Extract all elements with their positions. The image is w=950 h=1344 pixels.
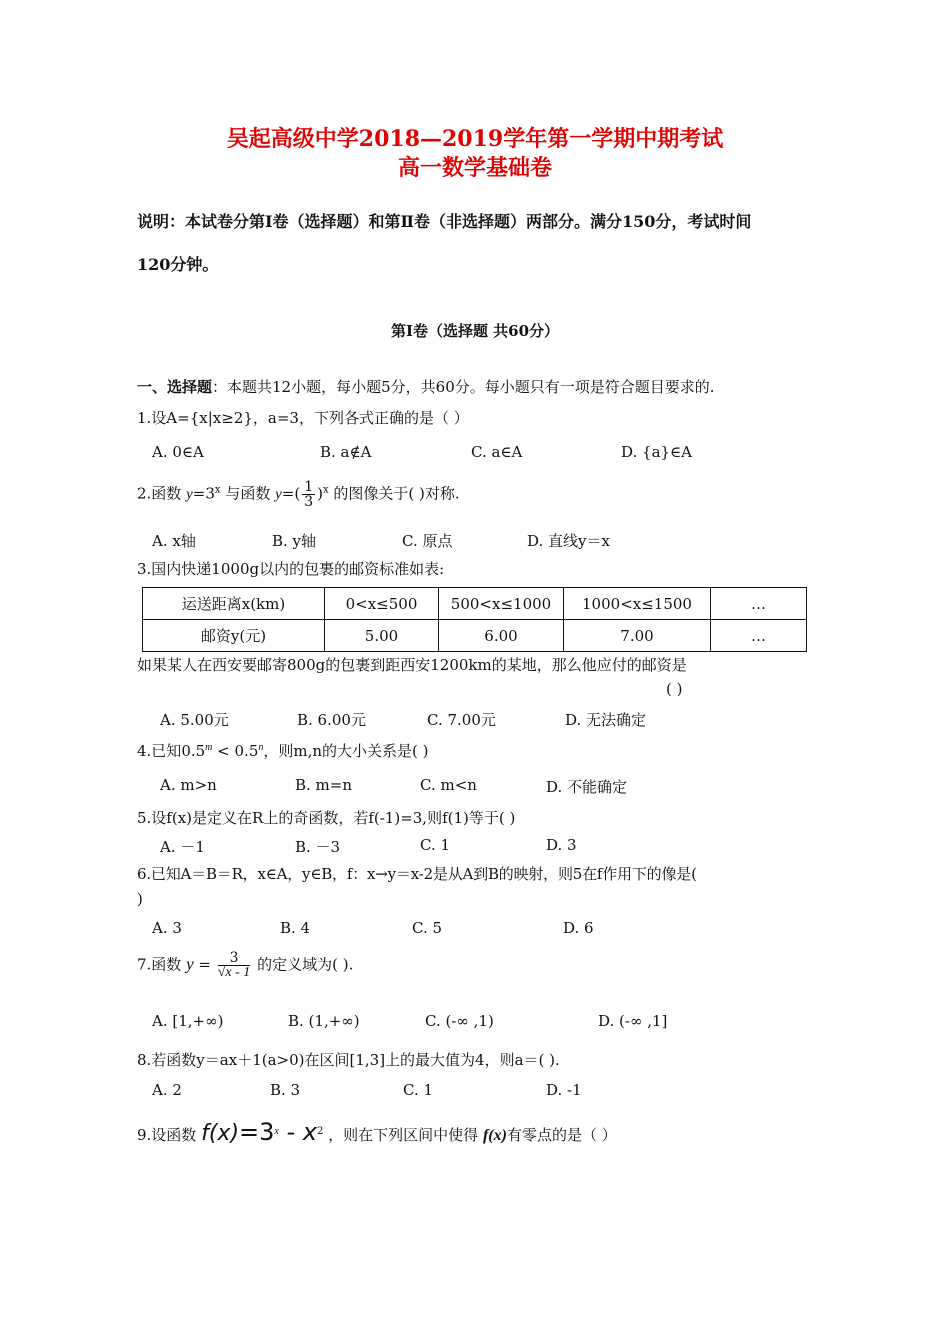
q4-option-c: C. m<n xyxy=(420,776,477,794)
table-cell: 7.00 xyxy=(564,620,711,652)
q5-option-c: C. 1 xyxy=(420,836,451,854)
q1-option-c: C. a∈A xyxy=(471,443,523,461)
q6-option-c: C. 5 xyxy=(412,919,443,937)
q3-option-a: A. 5.00元 xyxy=(160,711,229,729)
table-row xyxy=(143,588,807,620)
q7-frac-den: √x - 1 xyxy=(217,965,251,980)
q8-stem: 8.若函数y＝ax＋1(a>0)在区间[1,3]上的最大值为4，则a＝( ). xyxy=(137,1051,560,1069)
q7-y: y xyxy=(186,954,194,974)
q2-y2: y xyxy=(275,486,282,503)
q5-option-a: A. －1 xyxy=(160,838,205,856)
q4-prefix: 4.已知 xyxy=(137,742,182,760)
q7-option-d: D. (-∞ ,1] xyxy=(598,1012,668,1030)
q9-prefix: 9.设函数 xyxy=(137,1126,197,1144)
table-cell: 6.00 xyxy=(439,620,564,652)
exam-title: 吴起高级中学2018—2019学年第一学期中期考试 xyxy=(226,126,724,152)
q2-mid: 与函数 xyxy=(225,484,271,503)
q1-option-a: A. 0∈A xyxy=(152,443,204,461)
q9-exp1: x xyxy=(274,1126,279,1137)
q2-eq2: =( xyxy=(281,484,301,503)
q8-option-d: D. -1 xyxy=(546,1081,582,1099)
q6-line2: ) xyxy=(137,890,143,908)
q2-exp2: x xyxy=(322,484,329,496)
q2-suffix: 的图像关于( )对称. xyxy=(333,484,460,503)
table-cell: 邮资y(元) xyxy=(143,620,325,652)
section-label: 一、选择题 xyxy=(137,378,213,396)
table-cell: 5.00 xyxy=(325,620,439,652)
section-desc: ：本题共12小题，每小题5分，共60分。每小题只有一项是符合题目要求的. xyxy=(212,378,715,396)
q7-stem xyxy=(137,951,353,980)
table-cell: 1000<x≤1500 xyxy=(564,588,711,620)
q2-eq1: =3 xyxy=(192,484,215,503)
postage-table xyxy=(142,587,807,652)
q9-suffix: 有零点的是（ ） xyxy=(506,1126,617,1144)
q4-base2: 0.5 xyxy=(234,742,259,760)
q4-option-d: D. 不能确定 xyxy=(546,778,628,796)
q2-close: ) xyxy=(317,484,323,503)
q4-exp2: n xyxy=(258,742,264,753)
q3-option-d: D. 无法确定 xyxy=(565,711,647,729)
q7-frac-num: 3 xyxy=(218,951,251,966)
q8-option-c: C. 1 xyxy=(403,1081,434,1099)
q8-option-a: A. 2 xyxy=(152,1081,182,1099)
table-cell: … xyxy=(711,620,807,652)
q2-option-c: C. 原点 xyxy=(402,532,453,550)
q2-frac-den: 3 xyxy=(304,494,314,510)
q2-frac-num: 1 xyxy=(304,479,314,495)
q9-mid: ，则在下列区间中使得 xyxy=(328,1126,479,1144)
q7-prefix: 7.函数 xyxy=(137,955,182,974)
q7-eq: = xyxy=(193,955,216,974)
q1-option-b: B. a∉A xyxy=(320,443,372,461)
q3-paren: ( ) xyxy=(666,680,683,698)
q2-exp1: x xyxy=(214,484,221,496)
q9-f: f(x) xyxy=(201,1121,240,1146)
q2-stem xyxy=(137,480,460,509)
q2-option-b: B. y轴 xyxy=(272,532,317,550)
exam-subtitle: 高一数学基础卷 xyxy=(397,155,552,181)
q2-fraction xyxy=(302,480,315,509)
q4-rel: < xyxy=(212,742,235,760)
q4-stem xyxy=(137,740,429,761)
q1-stem: 1.设A={x|x≥2}，a=3，下列各式正确的是（ ） xyxy=(137,409,469,427)
q6-option-b: B. 4 xyxy=(280,919,311,937)
q3-option-b: B. 6.00元 xyxy=(297,711,366,729)
table-cell: 运送距离x(km) xyxy=(143,588,325,620)
q3-stem: 3.国内快递1000g以内的包裹的邮资标准如表: xyxy=(137,560,445,578)
q7-option-c: C. (-∞ ,1) xyxy=(425,1012,494,1030)
q5-option-b: B. －3 xyxy=(295,838,341,856)
q4-base1: 0.5 xyxy=(181,742,206,760)
q1-option-d: D. {a}∈A xyxy=(621,443,692,461)
q2-prefix: 2.函数 xyxy=(137,484,182,503)
q9-f2: f(x) xyxy=(482,1127,507,1144)
q2-option-d: D. 直线y＝x xyxy=(527,532,610,550)
q9-stem xyxy=(137,1118,617,1146)
q6-line1: 6.已知A＝B＝R，x∈A，y∈B，f：x→y＝x-2是从A到B的映射，则5在f作用下的像是( xyxy=(137,865,697,883)
q3-after: 如果某人在西安要邮寄800g的包裹到距西安1200km的某地，那么他应付的邮资是 xyxy=(137,656,687,674)
q9-eq: =3 xyxy=(239,1118,275,1146)
q2-option-a: A. x轴 xyxy=(152,532,196,550)
table-cell: 0<x≤500 xyxy=(325,588,439,620)
table-cell: 500<x≤1000 xyxy=(439,588,564,620)
q9-exp2: 2 xyxy=(317,1126,324,1137)
q8-option-b: B. 3 xyxy=(270,1081,301,1099)
q7-fraction xyxy=(218,951,251,980)
q9-minus: - x xyxy=(278,1118,317,1146)
section-intro xyxy=(137,376,715,397)
table-cell: … xyxy=(711,588,807,620)
q4-option-a: A. m>n xyxy=(160,776,217,794)
table-row xyxy=(143,620,807,652)
instructions-line2: 120分钟。 xyxy=(137,255,219,274)
q4-suffix: ，则m,n的大小关系是( ) xyxy=(263,742,429,760)
q4-exp1: m xyxy=(205,742,213,753)
q7-option-a: A. [1,+∞) xyxy=(152,1012,224,1030)
q5-option-d: D. 3 xyxy=(546,836,577,854)
q7-suffix: 的定义域为( ). xyxy=(257,955,354,974)
q3-option-c: C. 7.00元 xyxy=(427,711,496,729)
q6-option-a: A. 3 xyxy=(152,919,182,937)
q6-option-d: D. 6 xyxy=(563,919,594,937)
q2-y1: y xyxy=(186,486,193,503)
q5-stem: 5.设f(x)是定义在R上的奇函数，若f(-1)=3,则f(1)等于( ) xyxy=(137,809,516,827)
q7-option-b: B. (1,+∞) xyxy=(288,1012,360,1030)
q4-option-b: B. m=n xyxy=(295,776,353,794)
instructions-line1: 说明：本试卷分第Ⅰ卷（选择题）和第Ⅱ卷（非选择题）两部分。满分150分，考试时间 xyxy=(137,212,752,231)
part1-heading: 第Ⅰ卷（选择题 共60分） xyxy=(390,322,560,340)
